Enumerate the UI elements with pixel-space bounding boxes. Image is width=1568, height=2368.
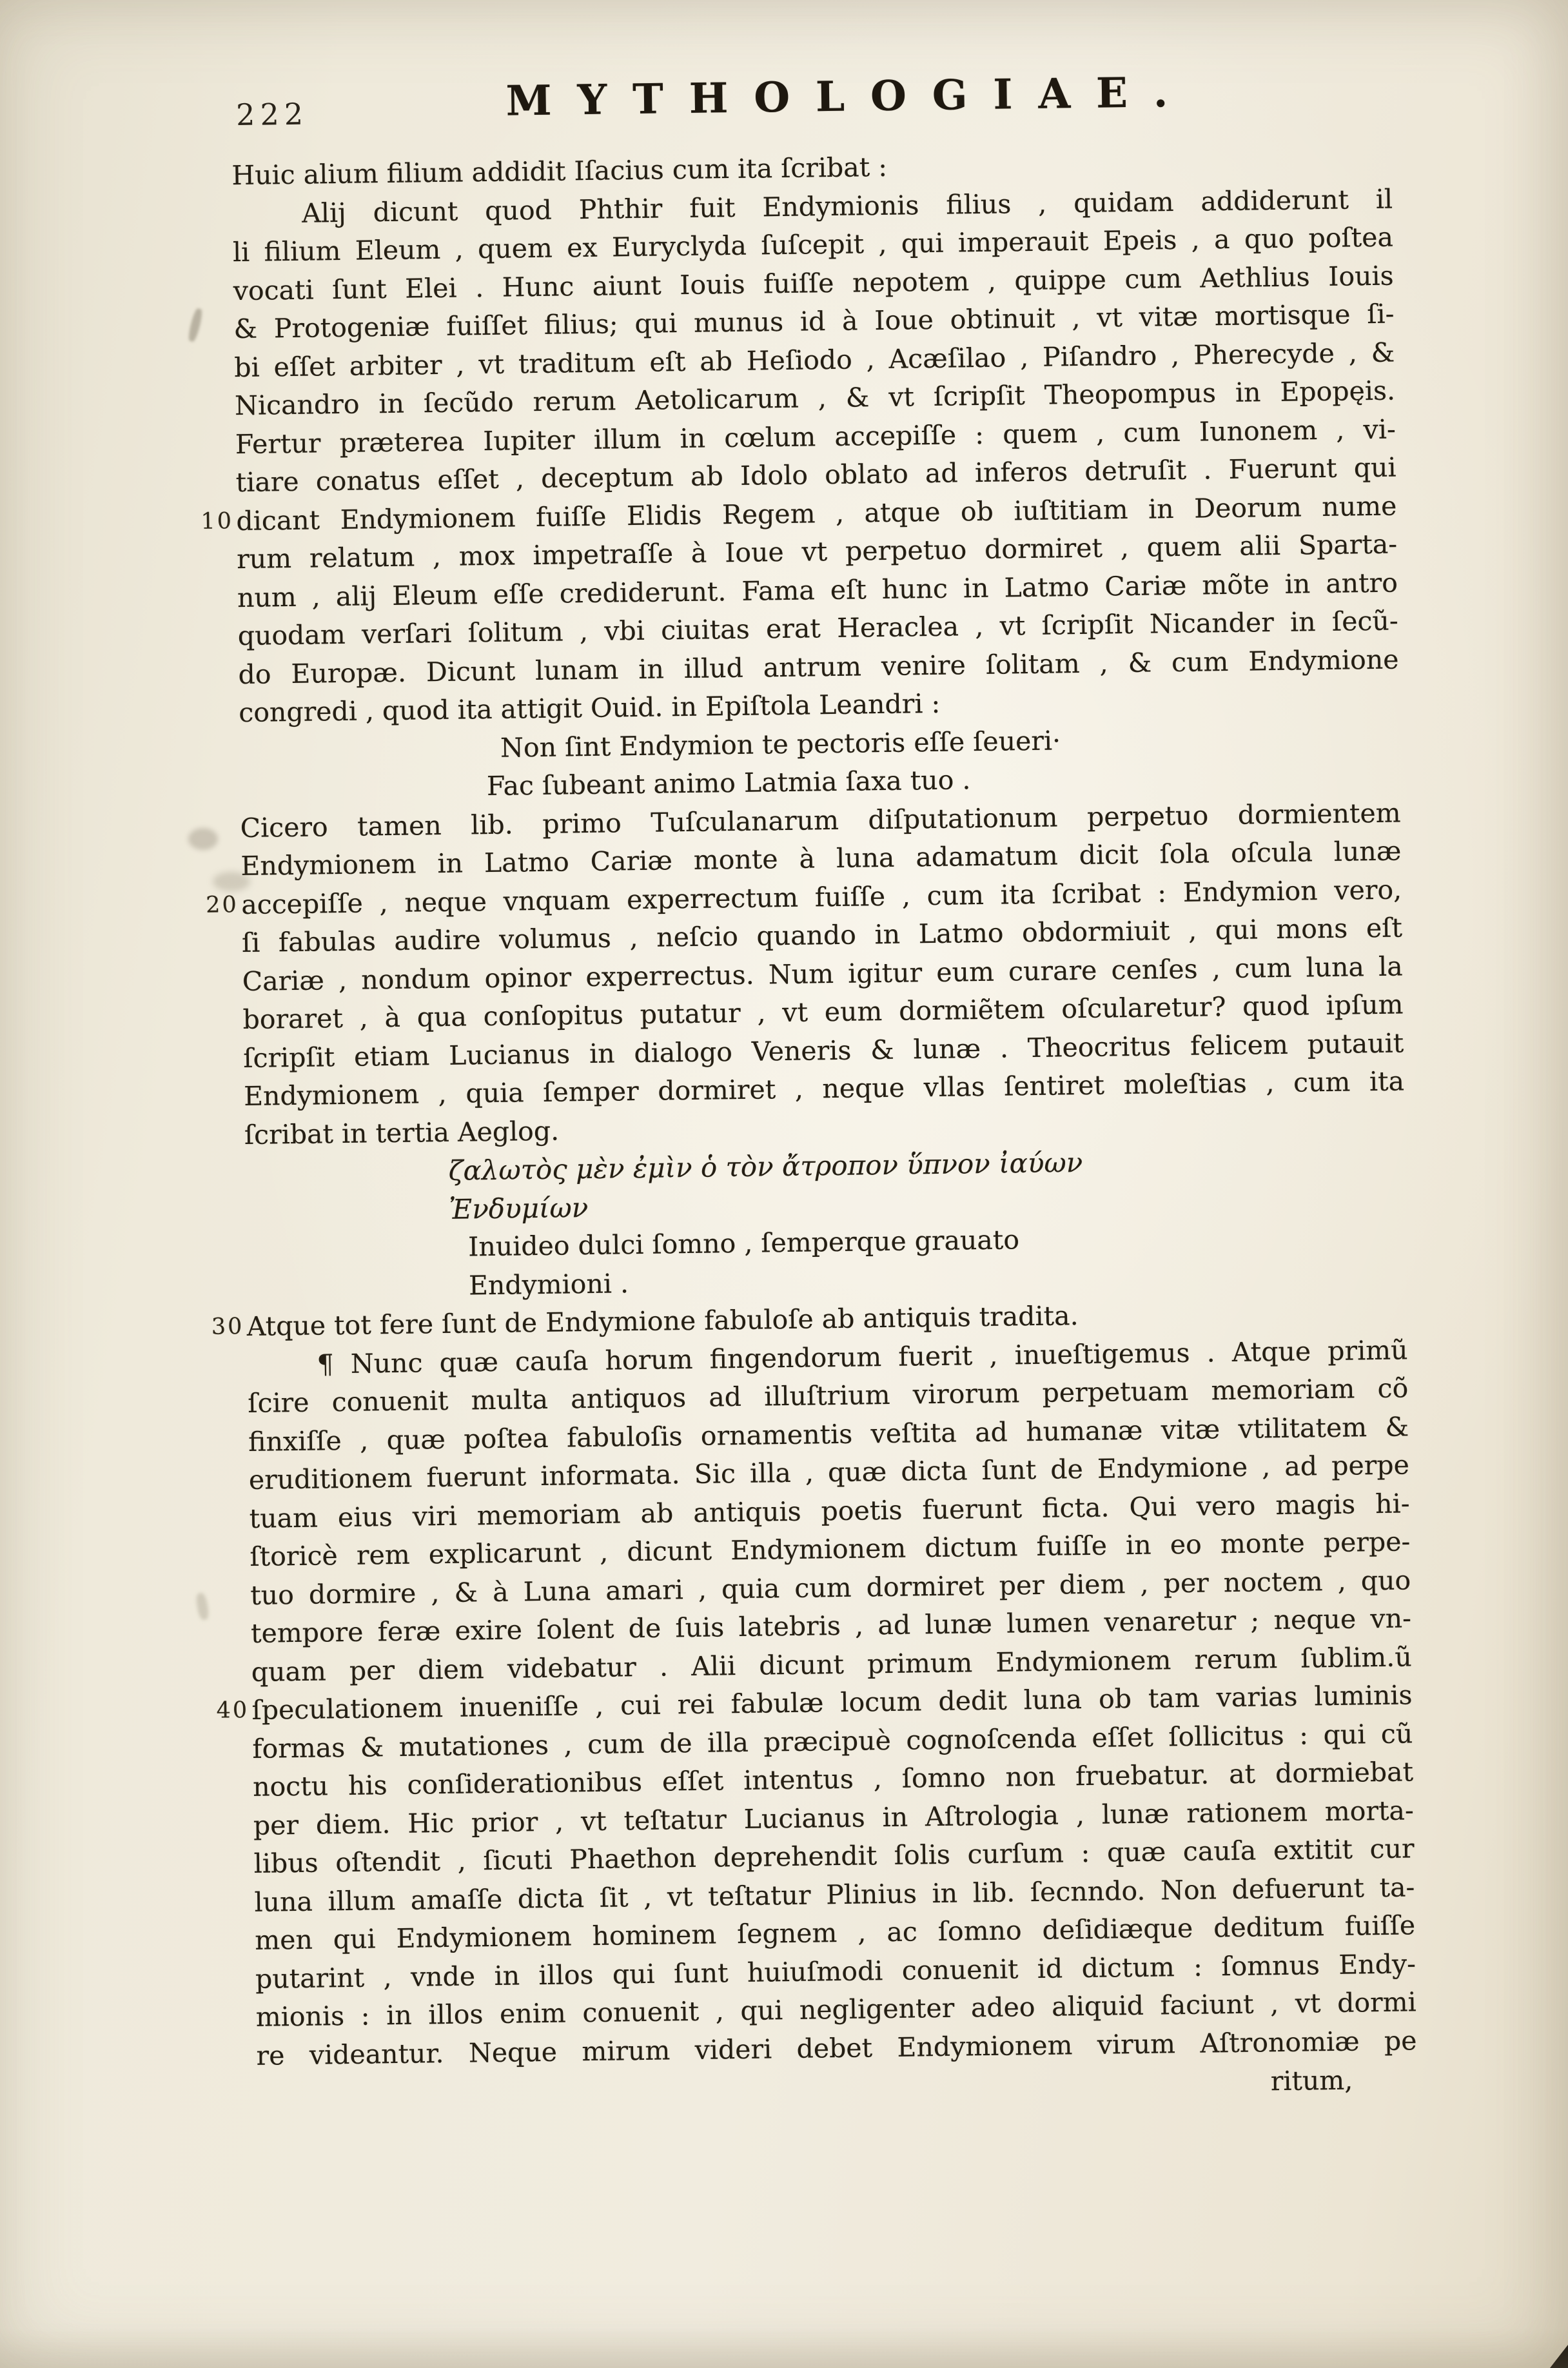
line-text: mionis : in illos enim conuenit , qui negligenter adeo aliquid faciunt , vt dormi (255, 1986, 1416, 2033)
line-text: tempore feræ exire ſolent de ſuis latebris , ad lunæ lumen venaretur ; neque vn- (250, 1603, 1412, 1649)
line-text: tiare conatus eſſet , deceptum ab Idolo oblato ad inferos detruſit . Fuerunt qui (235, 451, 1396, 498)
line-text: ſi fabulas audire volumus , neſcio quando in Latmo obdormiuit , qui mons eſt (241, 912, 1403, 959)
line-text: ſtoricè rem explicarunt , dicunt Endymionem dictum fuiſſe in eo monte perpe- (250, 1526, 1411, 1572)
margin-ink-artifact (187, 308, 204, 342)
line-text: boraret , à qua conſopitus putatur , vt eum dormiẽtem oſcularetur? quod ipſum (242, 989, 1404, 1036)
line-text: Ἐνδυμίων (449, 1191, 589, 1225)
line-text: ſcribat in tertia Aeglog. (244, 1115, 560, 1150)
line-text: Nicandro in ſecũdo rerum Aetolicarum , & vt ſcripſit Theopompus in Epopęis. (234, 375, 1396, 422)
line-text: do Europæ. Dicunt lunam in illud antrum venire ſolitam , & cum Endymione (238, 644, 1399, 690)
line-text: bi eſſet arbiter , vt traditum eſt ab Heſiodo , Acæſilao , Piſandro , Pherecyde , & (234, 337, 1395, 383)
line-text: Endymionem , quia ſemper dormiret , neque vllas ſentiret moleſtias , cum ita (243, 1065, 1405, 1112)
line-text: eruditionem fuerunt informata. Sic illa , quæ dicta ſunt de Endymione , ad perpe (248, 1449, 1410, 1495)
line-text: Endymionem in Latmo Cariæ monte à luna adamatum dicit ſola oſcula lunæ (240, 835, 1402, 882)
line-text: libus oſtendit , ſicuti Phaethon deprehendit ſolis curſum : quæ cauſa extitit cur (253, 1833, 1415, 1879)
line-text: li filium Eleum , quem ex Euryclyda ſuſcepit , qui imperauit Epeis , a quo poſtea (232, 221, 1394, 268)
line-text: noctu his conſiderationibus eſſet intentus , ſomno non fruebatur. at dormiebat (252, 1756, 1414, 1802)
line-text: ſcire conuenit multa antiquos ad illuſtrium virorum perpetuam memoriam cõ (248, 1372, 1409, 1419)
line-text: men qui Endymionem hominem ſegnem , ac ſomno deſidiæque deditum fuiſſe (254, 1909, 1416, 1956)
line-text: Inuideo dulci ſomno , ſemperque grauato (467, 1224, 1020, 1263)
page-content (201, 66, 1418, 2124)
line-text: per diem. Hic prior , vt teſtatur Lucianus in Aſtrologia , lunæ rationem morta- (253, 1794, 1415, 1841)
text-block (201, 142, 1417, 2075)
line-text: quam per diem videbatur . Alii dicunt primum Endymionem rerum ſublim.ũ (251, 1641, 1412, 1688)
line-text: luna illum amaſſe dicta ſit , vt teſtatur Plinius in lib. ſecnndo. Non defuerunt ta- (254, 1871, 1415, 1918)
line-text: Cicero tamen lib. primo Tuſculanarum diſputationum perpetuo dormientem (240, 797, 1401, 844)
line-text: vocati ſunt Elei . Hunc aiunt Iouis fuiſſe nepotem , quippe cum Aethlius Iouis (233, 260, 1394, 306)
page-header (231, 66, 1392, 157)
line-text: tuo dormire , & à Luna amari , quia cum dormiret per diem , per noctem , quo (250, 1564, 1411, 1611)
line-text: putarint , vnde in illos qui ſunt huiuſmodi conuenit id dictum : ſomnus Endy- (255, 1948, 1416, 1995)
line-text: Alij dicunt quod Phthir fuit Endymionis filius , quidam addiderunt il (301, 183, 1393, 229)
margin-line-number: 30 (211, 1314, 244, 1340)
margin-line-number: 10 (201, 508, 234, 535)
margin-line-number: 20 (205, 891, 239, 918)
page-number: 222 (235, 96, 309, 133)
line-text: ζαλωτὸς μὲν ἐμὶν ὁ τὸν ἄτροπον ὕπνον ἰαύων (448, 1147, 1083, 1187)
line-text: Fac ſubeant animo Latmia ſaxa tuo . (486, 764, 971, 802)
line-text: formas & mutationes , cum de illa præcipuè cognoſcenda eſſet ſollicitus : qui cũ (252, 1717, 1413, 1764)
line-text: accepiſſe , neque vnquam experrectum fuiſſe , cum ita ſcribat : Endymion vero, (240, 873, 1402, 920)
scan-bottom-shade (0, 2328, 1568, 2368)
line-text: finxiſſe , quæ poſtea fabuloſis ornamentis veſtita ad humanæ vitæ vtilitatem & (248, 1410, 1409, 1457)
margin-ink-artifact (195, 1592, 210, 1621)
line-text: & Protogeniæ fuiſſet filius; qui munus id à Ioue obtinuit , vt vitæ mortisque ſi- (233, 298, 1395, 345)
line-text: Fertur præterea Iupiter illum in cœlum accepiſſe : quem , cum Iunonem , vi- (235, 413, 1396, 460)
scan-corner-mark (1550, 2345, 1568, 2368)
line-text: ¶ Nunc quæ cauſa horum fingendorum fuerit , inueſtigemus . Atque primũ (317, 1334, 1408, 1380)
margin-line-number: 40 (216, 1697, 250, 1724)
line-text: congredi , quod ita attigit Ouid. in Epiſtola Leandri : (239, 687, 941, 729)
line-text: tuam eius viri memoriam ab antiquis poetis fuerunt ficta. Qui vero magis hi- (249, 1487, 1410, 1534)
line-text: rum relatum , mox impetraſſe à Ioue vt perpetuo dormiret , quem alii Sparta- (236, 528, 1398, 575)
line-text: dicant Endymionem fuiſſe Elidis Regem , atque ob iuſtitiam in Deorum nume (236, 490, 1397, 537)
line-text: re videantur. Neque mirum videri debet Endymionem virum Aſtronomiæ pe (256, 2024, 1417, 2071)
line-text: Atque tot fere ſunt de Endymione fabuloſe ab antiquis tradita. (246, 1300, 1079, 1342)
line-text: Endymioni . (468, 1267, 629, 1301)
catchword: ritum, (1270, 2064, 1353, 2097)
line-text: Cariæ , nondum opinor experrectus. Num igitur eum curare cenſes , cum luna la (242, 950, 1403, 997)
line-text: ſcripſit etiam Lucianus in dialogo Veneris & lunæ . Theocritus felicem putauit (243, 1027, 1404, 1074)
margin-showthrough-artifact (188, 828, 218, 850)
line-text: ſpeculationem inueniſſe , cui rei fabulæ locum dedit luna ob tam varias luminis (251, 1679, 1413, 1726)
line-text: Non ſint Endymion te pectoris eſſe ſeueri· (500, 724, 1061, 764)
line-text: Huic alium filium addidit Iſacius cum ita ſcribat : (231, 151, 888, 192)
line-text: quodam verſari ſolitum , vbi ciuitas erat Heraclea , vt ſcripſit Nicander in ſecũ- (237, 605, 1398, 652)
running-title: MYTHOLOGIAE. (505, 68, 1194, 126)
line-text: num , alij Eleum eſſe crediderunt. Fama eſt hunc in Latmo Cariæ mõte in antro (237, 567, 1398, 613)
